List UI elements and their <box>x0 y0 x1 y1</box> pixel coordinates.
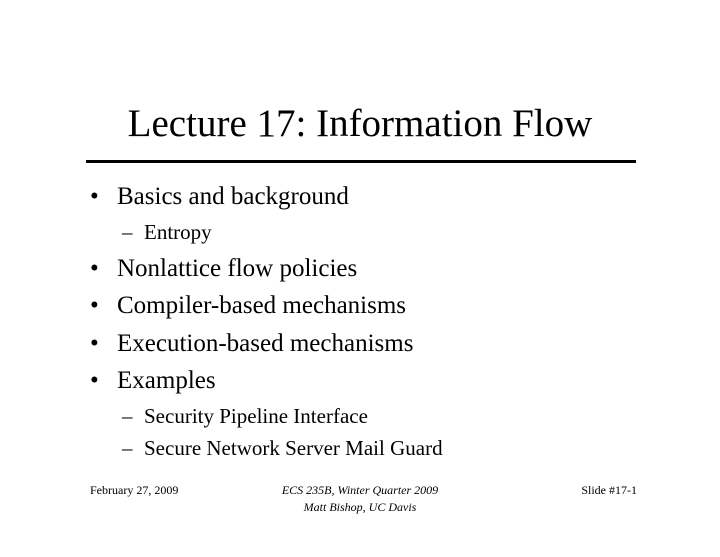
bullet-icon: • <box>90 367 99 394</box>
footer-author-line: Matt Bishop, UC Davis <box>303 500 417 514</box>
bullet-text: Execution-based mechanisms <box>117 330 414 357</box>
footer-course <box>260 482 460 516</box>
sub-bullet-text: Entropy <box>144 220 212 244</box>
bullet-icon: • <box>90 183 99 210</box>
bullet-icon: • <box>90 292 99 319</box>
bullet-text: Nonlattice flow policies <box>117 255 358 282</box>
dash-icon: – <box>122 404 133 428</box>
sub-bullet-text: Secure Network Server Mail Guard <box>144 436 443 460</box>
dash-icon: – <box>122 436 133 460</box>
bullet-icon: • <box>90 330 99 357</box>
dash-icon: – <box>122 220 133 244</box>
footer-slide-number: Slide #17-1 <box>581 483 637 497</box>
sub-bullet-text: Security Pipeline Interface <box>144 404 368 428</box>
bullet-icon: • <box>90 255 99 282</box>
footer-date: February 27, 2009 <box>90 483 179 497</box>
slide-title: Lecture 17: Information Flow <box>127 102 593 145</box>
bullet-text: Basics and background <box>117 183 349 210</box>
footer-course-line: ECS 235B, Winter Quarter 2009 <box>281 483 439 497</box>
bullet-text: Compiler-based mechanisms <box>117 292 407 319</box>
bullet-text: Examples <box>117 367 216 394</box>
